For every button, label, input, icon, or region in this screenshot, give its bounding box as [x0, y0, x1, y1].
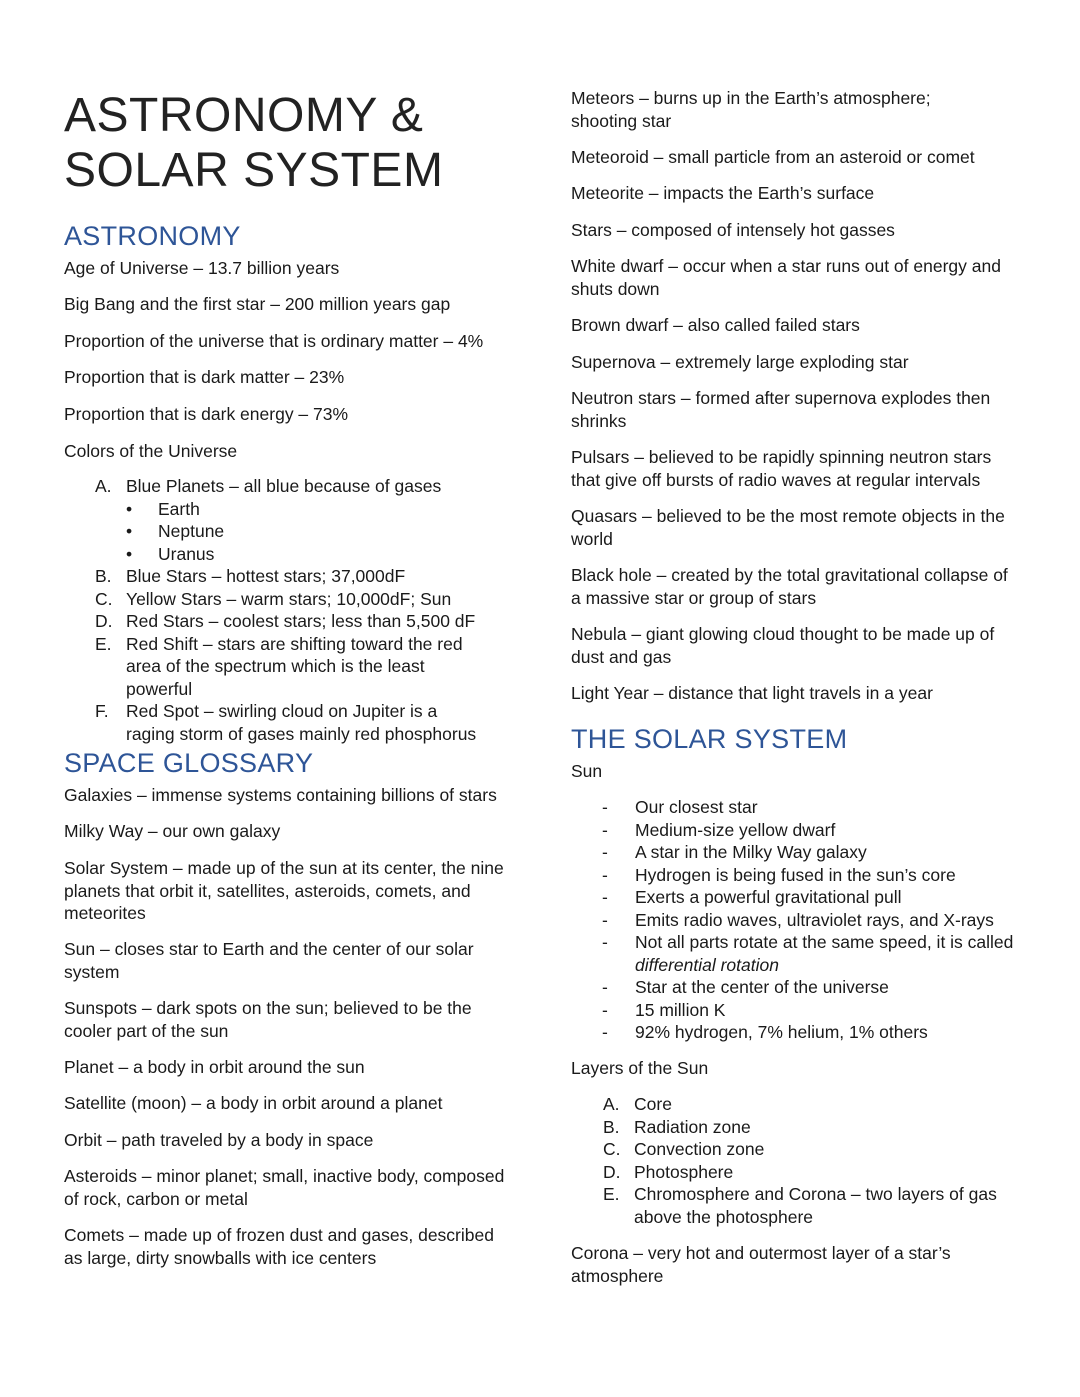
list-item: E. Chromosphere and Corona – two layers of gas above the photosphere	[603, 1184, 997, 1227]
colors-list	[95, 475, 515, 745]
layers-label: Layers of the Sun	[571, 1058, 709, 1078]
list-item: A. Blue Planets – all blue because of gases • Earth • Neptune • Uranus	[95, 475, 515, 565]
dash-icon: -	[602, 797, 608, 817]
glossary-black-hole: Black hole – created by the total gravitational collapse of a massive star or group of stars	[571, 565, 1008, 608]
dash-icon: -	[602, 887, 608, 907]
list-item: C. Yellow Stars – warm stars; 10,000dF; Sun	[95, 588, 452, 609]
glossary-meteoroid: Meteoroid – small particle from an asteroid or comet	[571, 147, 975, 167]
fact-dark-matter: Proportion that is dark matter – 23%	[64, 367, 345, 387]
dash-icon: -	[602, 932, 608, 952]
list-item: - Hydrogen is being fused in the sun’s core	[602, 864, 956, 885]
list-item: A. Core	[603, 1094, 672, 1114]
glossary-white-dwarf: White dwarf – occur when a star runs out of energy and shuts down	[571, 256, 1001, 299]
list-item: • Earth	[126, 498, 200, 519]
list-item: F. Red Spot – swirling cloud on Jupiter is a raging storm of gases mainly red phosphorus	[95, 701, 477, 744]
dash-icon: -	[602, 977, 608, 997]
list-item: D. Photosphere	[603, 1161, 734, 1182]
glossary-nebula: Nebula – giant glowing cloud thought to be made up of dust and gas	[571, 624, 995, 667]
list-item: - Star at the center of the universe	[602, 977, 889, 997]
list-item: - 92% hydrogen, 7% helium, 1% others	[602, 1022, 928, 1042]
differential-rotation-term: differential rotation	[635, 954, 779, 975]
glossary-planet: Planet – a body in orbit around the sun	[64, 1057, 365, 1077]
glossary-quasars: Quasars – believed to be the most remote objects in the world	[571, 506, 1005, 549]
dash-icon: -	[602, 999, 608, 1020]
list-item: E. Red Shift – stars are shifting toward the red area of the spectrum which is the least powerful	[95, 633, 463, 699]
astronomy-heading: ASTRONOMY	[64, 221, 241, 251]
glossary-corona: Corona – very hot and outermost layer of a star’s atmosphere	[571, 1243, 951, 1286]
list-item: B. Blue Stars – hottest stars; 37,000dF	[95, 566, 406, 586]
list-item: - Emits radio waves, ultraviolet rays, and X-rays	[602, 909, 994, 930]
dash-icon: -	[602, 819, 608, 840]
sun-layers-list	[603, 1093, 1003, 1228]
dash-icon: -	[602, 1022, 608, 1042]
glossary-pulsars: Pulsars – believed to be rapidly spinning neutron stars that give off bursts of radio waves at regular intervals	[571, 447, 992, 490]
glossary-brown-dwarf: Brown dwarf – also called failed stars	[571, 315, 860, 335]
sun-facts-list	[571, 796, 1031, 1044]
list-item: - 15 million K	[602, 999, 726, 1020]
dash-icon: -	[602, 864, 608, 885]
list-item: - Exerts a powerful gravitational pull	[602, 887, 902, 907]
glossary-sunspots: Sunspots – dark spots on the sun; believed to be the cooler part of the sun	[64, 998, 472, 1041]
glossary-solar-system: Solar System – made up of the sun at its center, the nine planets that orbit it, satellites, asteroids, comets, and meteorites	[64, 858, 504, 923]
fact-ordinary-matter: Proportion of the universe that is ordinary matter – 4%	[64, 331, 484, 351]
dash-icon: -	[602, 842, 608, 862]
list-item: C. Convection zone	[603, 1139, 765, 1159]
glossary-sun: Sun – closes star to Earth and the center of our solar system	[64, 939, 474, 982]
fact-dark-energy: Proportion that is dark energy – 73%	[64, 404, 349, 424]
glossary-comets: Comets – made up of frozen dust and gases, described as large, dirty snowballs with ice centers	[64, 1225, 494, 1268]
bullet-icon: •	[126, 521, 133, 541]
glossary-stars: Stars – composed of intensely hot gasses	[571, 220, 895, 240]
fact-colors-label: Colors of the Universe	[64, 441, 238, 461]
glossary-light-year: Light Year – distance that light travels in a year	[571, 683, 933, 703]
glossary-galaxies: Galaxies – immense systems containing billions of stars	[64, 785, 497, 805]
list-item: • Neptune	[126, 521, 225, 541]
list-item: • Uranus	[126, 543, 215, 564]
glossary-satellite: Satellite (moon) – a body in orbit around a planet	[64, 1093, 443, 1113]
glossary-meteorite: Meteorite – impacts the Earth’s surface	[571, 183, 875, 203]
glossary-supernova: Supernova – extremely large exploding star	[571, 352, 909, 372]
glossary-asteroids: Asteroids – minor planet; small, inactive body, composed of rock, carbon or metal	[64, 1166, 505, 1209]
blue-planets-list	[126, 498, 515, 566]
bullet-icon: •	[126, 498, 133, 519]
page-title: ASTRONOMY & SOLAR SYSTEM	[64, 89, 444, 197]
fact-big-bang: Big Bang and the first star – 200 million years gap	[64, 294, 451, 314]
list-item: - Medium-size yellow dwarf	[602, 819, 836, 840]
glossary-heading: SPACE GLOSSARY	[64, 748, 314, 778]
list-item: - Our closest star	[602, 797, 758, 817]
bullet-icon: •	[126, 543, 133, 564]
glossary-neutron-stars: Neutron stars – formed after supernova explodes then shrinks	[571, 388, 991, 431]
glossary-meteors: Meteors – burns up in the Earth’s atmosphere; shooting star	[571, 88, 931, 131]
glossary-orbit: Orbit – path traveled by a body in space	[64, 1130, 374, 1150]
list-item: - A star in the Milky Way galaxy	[602, 842, 867, 862]
list-item: D. Red Stars – coolest stars; less than 5,500 dF	[95, 611, 476, 631]
list-item: - Not all parts rotate at the same speed, it is called differential rotation	[602, 932, 1014, 975]
glossary-milky-way: Milky Way – our own galaxy	[64, 821, 281, 841]
list-item: B. Radiation zone	[603, 1116, 751, 1137]
fact-age: Age of Universe – 13.7 billion years	[64, 258, 340, 278]
solar-system-heading: THE SOLAR SYSTEM	[571, 724, 848, 754]
dash-icon: -	[602, 909, 608, 930]
sun-label: Sun	[571, 761, 603, 781]
